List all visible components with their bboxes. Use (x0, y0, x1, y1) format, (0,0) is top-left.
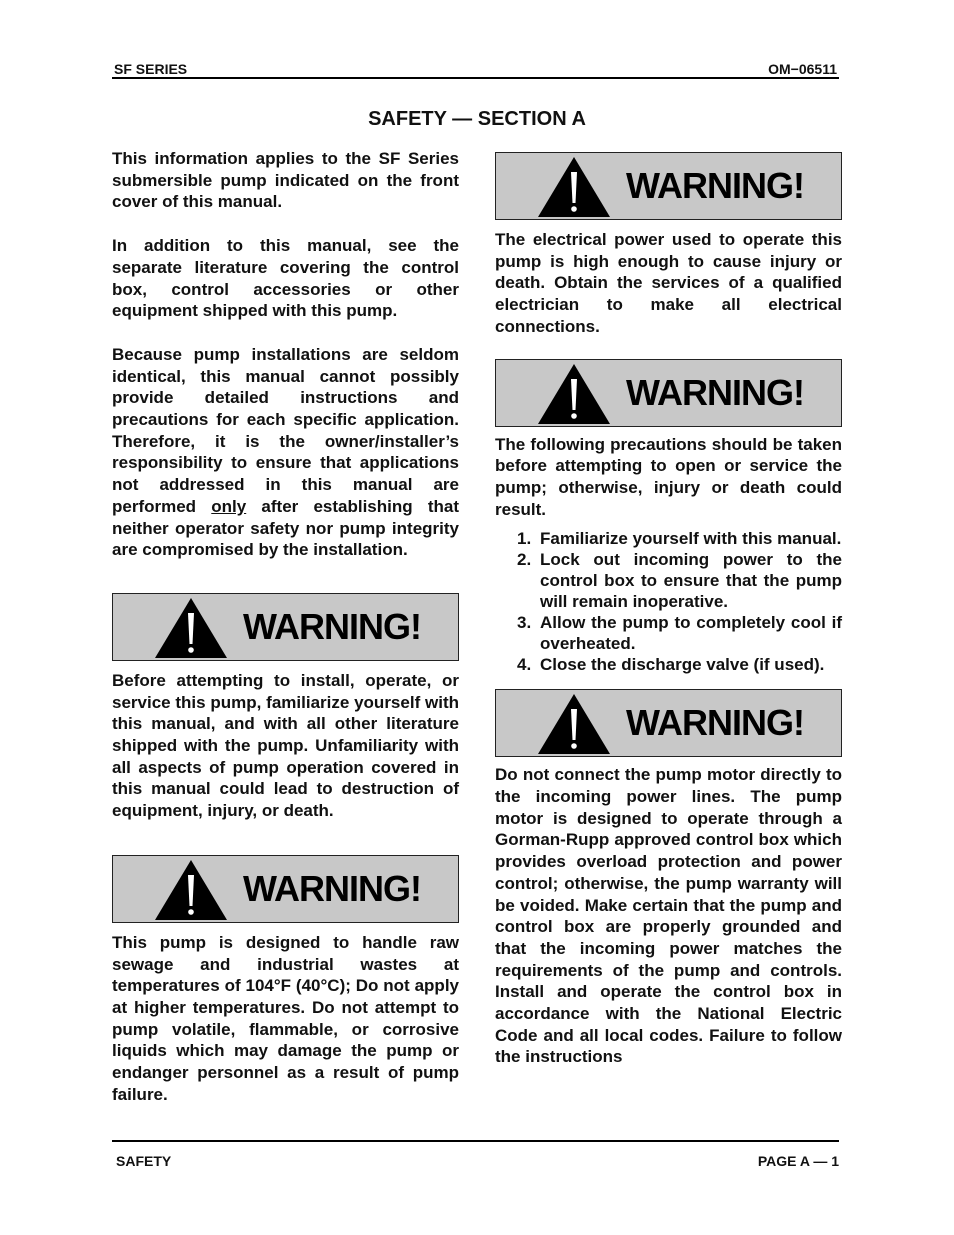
warning-box (495, 359, 842, 427)
warning-label: WARNING! (626, 165, 804, 206)
right-column (495, 148, 842, 1068)
motor-connection-paragraph: Do not connect the pump motor directly to the incoming power lines. The pump motor is designed to operate through a Gorman-Rupp approved control box which provides overload protection and power control; otherwise, the pump warranty will be voided. Make certain that the pump and control box are properly grounded and that the incoming power matches the requirements of the pump and controls. Install and operate the control box in accordance with the National Electric Code and all local codes. Failure to follow the instructions (495, 765, 842, 1067)
warning-label: WARNING! (243, 867, 421, 909)
list-item: 1. Familiarize yourself with this manual. (517, 529, 842, 549)
footer-page-number: PAGE A — 1 (757, 1153, 839, 1169)
intro-paragraph: This information applies to the SF Series submersible pump indicated on the front cover of this manual. (112, 149, 459, 212)
precautions-list (495, 528, 842, 675)
warning-box (112, 855, 459, 923)
emphasis-only: only (211, 496, 247, 516)
warning-label: WARNING! (626, 371, 804, 413)
warning-triangle-icon (153, 596, 229, 660)
list-item: 3. Allow the pump to completely cool if overheated. (517, 613, 842, 654)
warning-triangle-icon (536, 692, 612, 756)
warning-triangle-icon (536, 155, 612, 219)
warning-box (495, 152, 842, 220)
header-doc-number: OM−06511 (768, 61, 837, 77)
warning-triangle-icon (536, 362, 612, 426)
section-title: SAFETY — SECTION A (368, 108, 586, 130)
precautions-paragraph: The following precautions should be taken before attempting to open or service the pump; otherwise, injury or death could result. (495, 434, 842, 519)
warning-label: WARNING! (243, 605, 421, 647)
list-item: 4. Close the discharge valve (if used). (517, 655, 825, 675)
list-item: 2. Lock out incoming power to the control box to ensure that the pump will remain inoperative. (517, 550, 842, 612)
familiarize-paragraph: Before attempting to install, operate, or service this pump, familiarize yourself with this manual, and with all other literature shipped with the pump. Unfamiliarity with all aspects of pump operation covered in this manual could lead to destruction of equipment, injury, or death. (112, 670, 459, 821)
literature-paragraph: In addition to this manual, see the separate literature covering the control box, control accessories or other equipment shipped with this pump. (112, 236, 459, 321)
warning-box (495, 689, 842, 757)
header-series: SF SERIES (114, 61, 188, 77)
electrical-paragraph: The electrical power used to operate this pump is high enough to cause injury or death. Obtain the services of a qualified electrician to make all electrical connections. (495, 230, 842, 336)
warning-box (112, 593, 459, 661)
footer-section: SAFETY (116, 1153, 172, 1169)
running-footer (112, 1140, 839, 1172)
left-column (112, 148, 459, 1106)
running-header (112, 60, 839, 79)
installation-paragraph: Because pump installations are seldom identical, this manual cannot possibly provide detailed instructions and precautions for each specific application. Therefore, it is the owner/installer’s responsibility to ensure that applications not addressed in this manual are performed only after establishing that neither operator safety nor pump integrity are compromised by the installation. (112, 344, 459, 560)
warning-triangle-icon (153, 858, 229, 922)
temperature-paragraph: This pump is designed to handle raw sewage and industrial wastes at temperatures of 104°F (40°C); Do not apply at higher temperatures. Do not attempt to pump volatile, flammable, or corrosive liquids which may damage the pump or endanger personnel as a result of pump failure. (112, 932, 459, 1104)
warning-label: WARNING! (626, 702, 804, 744)
